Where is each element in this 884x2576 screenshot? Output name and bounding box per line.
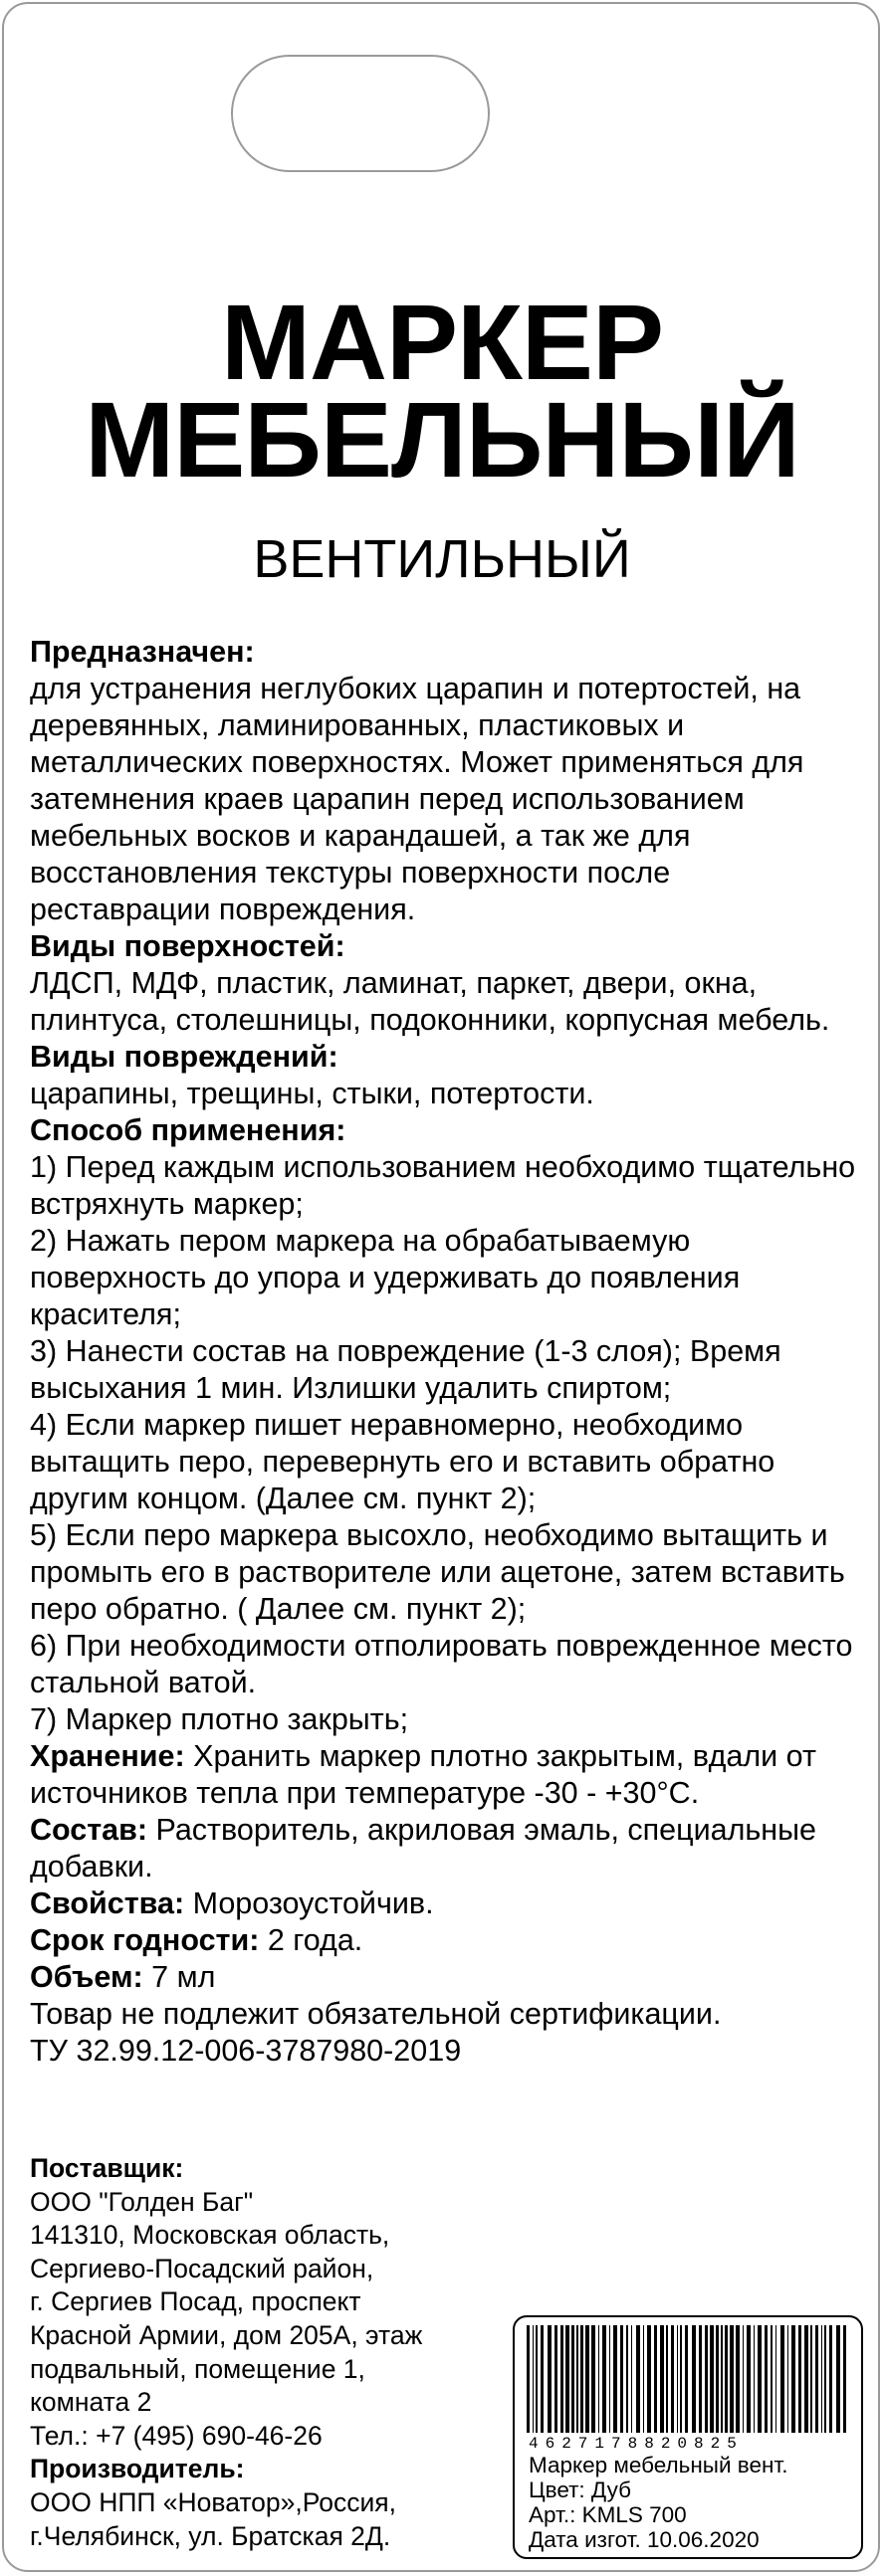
label-date: Дата изгот. 10.06.2020: [529, 2527, 760, 2552]
barcode-bar: [747, 2325, 751, 2433]
tu-code: ТУ 32.99.12-006-3787980-2019: [30, 2034, 462, 2068]
barcode-bar: [554, 2325, 557, 2433]
subtitle: ВЕНТИЛЬНЫЙ: [253, 529, 631, 589]
barcode-bar: [810, 2325, 812, 2433]
application-step: 3) Нанести состав на повреждение (1-3 слоя); Время высыхания 1 мин. Излишки удалить спиртом;: [30, 1334, 781, 1405]
barcode: [527, 2325, 851, 2437]
purpose-heading: Предназначен:: [30, 635, 255, 669]
composition-text: Растворитель, акриловая эмаль, специальные добавки.: [30, 1813, 817, 1883]
barcode-bar: [666, 2325, 668, 2433]
label-article: Арт.: KMLS 700: [529, 2502, 687, 2527]
manufacturer-line: ООО НПП «Новатор»,Россия,: [30, 2486, 397, 2517]
properties-text: Морозоустойчив.: [184, 1886, 434, 1920]
supplier-heading: Поставщик:: [30, 2153, 184, 2183]
shelf-life-text: 2 года.: [259, 1923, 363, 1957]
label-text: [529, 2453, 788, 2552]
shelf-life-info: [30, 1922, 856, 1959]
surfaces-text: ЛДСП, МДФ, пластик, ламинат, паркет, двери, окна, плинтуса, столешницы, подоконники, корпусная мебель.: [30, 966, 830, 1037]
hang-hole: [231, 55, 490, 172]
barcode-bar: [791, 2325, 795, 2433]
barcode-bar: [636, 2325, 640, 2433]
barcode-bar: [677, 2325, 678, 2433]
barcode-bar: [829, 2325, 832, 2433]
storage-label: Хранение:: [30, 1739, 185, 1773]
barcode-bar: [775, 2325, 776, 2433]
barcode-bar: [576, 2325, 578, 2433]
barcode-bar: [730, 2325, 734, 2433]
barcode-bar: [591, 2325, 595, 2433]
supplier-line: подвальный, помещение 1,: [30, 2353, 365, 2384]
supplier-block: [30, 2152, 498, 2553]
shelf-life-label: Срок годности:: [30, 1923, 260, 1957]
composition-label: Состав:: [30, 1813, 148, 1847]
barcode-bar: [836, 2325, 840, 2433]
barcode-bar: [613, 2325, 617, 2433]
application-step: 2) Нажать пером маркера на обрабатываемую поверхность до упора и удерживать до появления красителя;: [30, 1224, 741, 1331]
barcode-bar: [565, 2325, 569, 2433]
title-line-2: МЕБЕЛЬНЫЙ: [85, 379, 799, 499]
barcode-bar: [787, 2325, 788, 2433]
barcode-bar: [560, 2325, 563, 2433]
barcode-bar: [527, 2325, 530, 2433]
barcode-bar: [536, 2325, 538, 2433]
barcode-bar: [631, 2325, 632, 2433]
barcode-bar: [699, 2325, 702, 2433]
properties-info: [30, 1885, 856, 1922]
supplier-line: ООО "Голден Баг": [30, 2186, 254, 2217]
properties-label: Свойства:: [30, 1886, 185, 1920]
barcode-bar: [580, 2325, 583, 2433]
purpose-text: для устранения неглубоких царапин и потертостей, на деревянных, ламинированных, пластиковых и металлических поверхностях. Может применяться для затемнения краев царапин перед использованием мебельных восков и карандашей, а так же для восстановления текстуры поверхности после реставрации повреждения.: [30, 672, 804, 926]
barcode-bar: [585, 2325, 589, 2433]
barcode-bar: [654, 2325, 657, 2433]
barcode-bar: [824, 2325, 826, 2433]
label-product: Маркер мебельный вент.: [529, 2453, 788, 2477]
application-step: 1) Перед каждым использованием необходимо тщательно встряхнуть маркер;: [30, 1150, 856, 1221]
supplier-line: комната 2: [30, 2387, 152, 2418]
supplier-line: Красной Армии, дом 205А, этаж: [30, 2319, 423, 2350]
barcode-bar: [680, 2325, 682, 2433]
label-color: Цвет: Дуб: [529, 2477, 632, 2502]
barcode-bar: [609, 2325, 610, 2433]
supplier-line: Сергиево-Посадский район,: [30, 2253, 374, 2283]
barcode-bar: [626, 2325, 628, 2433]
application-heading: Способ применения:: [30, 1113, 346, 1147]
surfaces-heading: Виды поверхностей:: [30, 929, 345, 963]
barcode-bar: [541, 2325, 544, 2433]
barcode-bar: [671, 2325, 674, 2433]
damages-heading: Виды повреждений:: [30, 1040, 338, 1074]
barcode-bar: [743, 2325, 744, 2433]
barcode-bar: [754, 2325, 755, 2433]
application-step: 4) Если маркер пишет неравномерно, необходимо вытащить перо, перевернуть его и вставить обратно другим концом. (Далее см. пункт 2);: [30, 1408, 775, 1515]
barcode-bar: [725, 2325, 728, 2433]
application-step: 7) Маркер плотно закрыть;: [30, 1702, 409, 1736]
barcode-bar: [716, 2325, 719, 2433]
supplier-line: 141310, Московская область,: [30, 2220, 390, 2251]
description-block: [30, 634, 856, 2070]
barcode-bar: [685, 2325, 688, 2433]
manufacturer-heading: Производитель:: [30, 2454, 245, 2484]
barcode-bar: [602, 2325, 606, 2433]
barcode-bar: [705, 2325, 708, 2433]
barcode-bar: [780, 2325, 784, 2433]
barcode-bar: [798, 2325, 801, 2433]
barcode-bar: [620, 2325, 623, 2433]
barcode-bar: [771, 2325, 773, 2433]
barcode-bar: [692, 2325, 696, 2433]
barcode-bar: [643, 2325, 644, 2433]
volume-info: [30, 1959, 856, 1996]
product-label: [513, 2315, 863, 2559]
barcode-bar: [821, 2325, 822, 2433]
barcode-number: 4627178820825: [529, 2435, 744, 2453]
damages-text: царапины, трещины, стыки, потертости.: [30, 1077, 594, 1110]
barcode-bar: [765, 2325, 768, 2433]
application-step: 5) Если перо маркера высохло, необходимо вытащить и промыть его в растворителе или ацетоне, затем вставить перо обратно. ( Далее см. пункт 2);: [30, 1518, 845, 1626]
composition-info: [30, 1812, 856, 1885]
application-step: 6) При необходимости отполировать поврежденное место стальной ватой.: [30, 1629, 853, 1699]
certification-note: Товар не подлежит обязательной сертификации.: [30, 1997, 722, 2031]
barcode-bar: [721, 2325, 723, 2433]
barcode-bar: [571, 2325, 574, 2433]
manufacturer-line: г.Челябинск, ул. Братская 2Д.: [30, 2520, 391, 2551]
storage-text: Хранить маркер плотно закрытым, вдали от источников тепла при температуре -30 - +30°С.: [30, 1739, 816, 1810]
supplier-line: г. Сергиев Посад, проспект: [30, 2286, 361, 2317]
title-line-1: МАРКЕР: [221, 282, 663, 402]
barcode-bar: [533, 2325, 534, 2433]
volume-text: 7 мл: [142, 1960, 216, 1994]
barcode-bar: [548, 2325, 552, 2433]
barcode-bar: [660, 2325, 664, 2433]
supplier-line: Тел.: +7 (495) 690-46-26: [30, 2420, 323, 2451]
volume-label: Объем:: [30, 1960, 143, 1994]
barcode-bar: [804, 2325, 808, 2433]
barcode-bar: [647, 2325, 651, 2433]
barcode-bar: [815, 2325, 818, 2433]
storage-info: [30, 1738, 856, 1812]
barcode-bar: [710, 2325, 714, 2433]
barcode-bar: [736, 2325, 740, 2433]
barcode-bar: [758, 2325, 762, 2433]
barcode-bar: [598, 2325, 599, 2433]
barcode-bar: [843, 2325, 846, 2433]
